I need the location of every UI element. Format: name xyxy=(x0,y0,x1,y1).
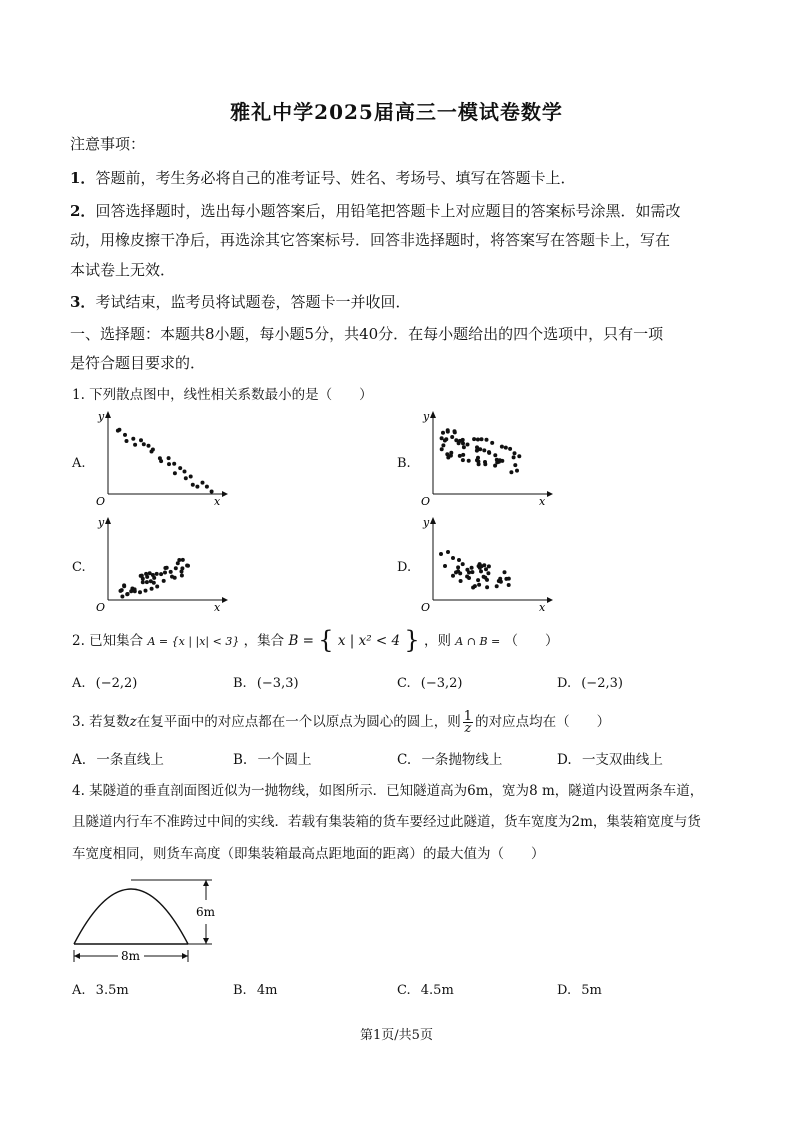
q3-option-c xyxy=(397,751,502,769)
scatter-dot xyxy=(185,564,189,568)
q4-option-a xyxy=(72,983,129,998)
scatter-dot xyxy=(498,577,502,581)
option-text: 4.5m xyxy=(420,983,454,998)
scatter-dot xyxy=(507,583,511,587)
option-label: C. xyxy=(397,983,411,998)
q2-option-d xyxy=(557,676,623,691)
scatter-dot xyxy=(133,443,137,447)
scatter-plot-a xyxy=(90,408,230,508)
scatter-dot xyxy=(178,466,182,470)
right-brace-icon: } xyxy=(404,626,420,654)
scatter-points xyxy=(116,428,214,494)
scatter-dot xyxy=(147,444,151,448)
option-label: D. xyxy=(557,752,572,768)
q2-mid: ，集合 xyxy=(243,633,285,649)
scatter-dot xyxy=(174,566,178,570)
scatter-dot xyxy=(517,454,521,458)
q3-stem xyxy=(72,711,610,734)
section-heading-line-2: 是符合题目要求的． xyxy=(70,354,206,372)
origin-label: O xyxy=(96,601,106,614)
notice-3 xyxy=(70,293,410,311)
scatter-dot xyxy=(484,567,488,571)
scatter-dot xyxy=(173,471,177,475)
scatter-dot xyxy=(165,566,169,570)
option-label: D. xyxy=(557,676,572,691)
scatter-dot xyxy=(467,459,471,463)
option-text: (−3,2) xyxy=(420,676,463,691)
x-axis-arrow xyxy=(547,597,553,603)
option-label: B. xyxy=(233,752,248,768)
scatter-dot xyxy=(445,452,449,456)
scatter-dot xyxy=(461,458,465,462)
scatter-dot xyxy=(441,431,445,435)
width-label: 8m xyxy=(121,949,141,963)
option-text: 4m xyxy=(256,983,278,998)
q3-post: 的对应点均在（ ） xyxy=(475,714,611,730)
option-text: 5m xyxy=(581,983,602,998)
option-text: (−2,3) xyxy=(581,676,623,691)
scatter-dot xyxy=(480,437,484,441)
notice-text: 答题前，考生务必将自己的准考证号、姓名、考场号、填写在答题卡上． xyxy=(95,169,576,187)
scatter-dot xyxy=(144,572,148,576)
scatter-dot xyxy=(131,437,135,441)
scatter-dot xyxy=(470,566,474,570)
option-label: C. xyxy=(397,752,412,768)
tunnel-diagram xyxy=(66,870,226,970)
option-label: A. xyxy=(72,983,86,998)
notice-heading: 注意事项： xyxy=(70,135,146,153)
x-axis-arrow xyxy=(547,491,553,497)
option-label: B. xyxy=(233,676,247,691)
option-label: C. xyxy=(397,676,411,691)
option-text: 一个圆上 xyxy=(257,752,312,768)
left-brace-icon: { xyxy=(318,626,334,654)
notice-2-line-1 xyxy=(70,202,680,220)
scatter-dot xyxy=(138,590,142,594)
q3-option-b xyxy=(233,751,312,769)
q4-text: ，宽为 xyxy=(488,783,530,799)
scatter-dot xyxy=(183,470,187,474)
q2-option-b xyxy=(233,676,299,691)
q4-option-b xyxy=(233,983,277,998)
page-title: 雅礼中学2025届高三一模试卷数学 xyxy=(230,100,563,124)
scatter-dot xyxy=(210,490,214,494)
scatter-dot xyxy=(504,446,508,450)
scatter-dot xyxy=(141,577,145,581)
scatter-dot xyxy=(495,584,499,588)
x-axis-arrow xyxy=(222,597,228,603)
scatter-points xyxy=(439,550,511,590)
q4-line-2 xyxy=(72,813,701,831)
scatter-dot xyxy=(485,585,489,589)
scatter-dot xyxy=(449,454,453,458)
q1-label-b: B. xyxy=(397,456,411,471)
scatter-dot xyxy=(129,589,133,593)
scatter-dot xyxy=(205,485,209,489)
option-text: (−2,2) xyxy=(95,676,138,691)
q3-var: z xyxy=(129,714,137,730)
scatter-dot xyxy=(126,592,130,596)
scatter-dot xyxy=(476,438,480,442)
option-text: (−3,3) xyxy=(256,676,299,691)
scatter-dot xyxy=(191,483,195,487)
fraction-denominator: z xyxy=(464,721,472,736)
arrow-right-icon xyxy=(182,953,188,959)
scatter-plot-b xyxy=(415,408,555,508)
notice-text: 回答选择题时，选出每小题答案后，用铅笔把答题卡上对应题目的答案标号涂黑．如需改 xyxy=(95,202,681,220)
q2-stem xyxy=(72,626,559,654)
x-axis-label: x xyxy=(539,495,546,508)
q4-option-d xyxy=(557,983,602,998)
scatter-dot xyxy=(119,589,123,593)
scatter-dot xyxy=(509,470,513,474)
scatter-dot xyxy=(457,558,461,562)
scatter-dot xyxy=(515,469,519,473)
origin-label: O xyxy=(421,601,431,614)
scatter-dot xyxy=(145,580,149,584)
scatter-dot xyxy=(465,568,469,572)
notice-2-line-3: 本试卷上无效． xyxy=(70,261,176,279)
scatter-dot xyxy=(477,583,481,587)
q4-truck-width: 2m xyxy=(571,814,593,830)
scatter-dot xyxy=(458,454,462,458)
scatter-dot xyxy=(471,586,475,590)
scatter-dot xyxy=(450,435,454,439)
q2-result: A ∩ B = xyxy=(455,635,501,648)
q1-stem: 1. 下列散点图中，线性相关系数最小的是（ ） xyxy=(72,387,373,403)
scatter-dot xyxy=(478,562,482,566)
page-footer: 第1页/共5页 xyxy=(360,1028,433,1043)
option-label: D. xyxy=(557,983,572,998)
y-axis-label: y xyxy=(423,410,430,423)
q3-option-a xyxy=(72,751,164,769)
q3-mid: 在复平面中的对应点都在一个以原点为圆心的圆上，则 xyxy=(136,714,461,730)
q4-text: ，隧道内设置两条车道， xyxy=(554,783,704,799)
q3-option-d xyxy=(557,751,663,769)
scatter-dot xyxy=(117,428,121,432)
parabola-curve xyxy=(74,889,188,944)
scatter-dot xyxy=(476,578,480,582)
scatter-dot xyxy=(453,429,457,433)
scatter-dot xyxy=(155,585,159,589)
scatter-plot-c xyxy=(90,514,230,614)
scatter-dot xyxy=(500,445,504,449)
scatter-dot xyxy=(493,464,497,468)
scatter-dot xyxy=(513,463,517,467)
q2-option-c xyxy=(397,676,462,691)
option-text: 一条直线上 xyxy=(96,752,164,768)
scatter-dot xyxy=(485,438,489,442)
notice-number: 2． xyxy=(70,202,96,220)
arrow-up-icon xyxy=(203,880,209,886)
scatter-dot xyxy=(123,433,127,437)
scatter-dot xyxy=(440,436,444,440)
scatter-dot xyxy=(170,575,174,579)
q4-width: 8 m xyxy=(529,783,555,799)
scatter-dot xyxy=(150,587,154,591)
scatter-dot xyxy=(486,571,490,575)
scatter-dot xyxy=(482,575,486,579)
origin-label: O xyxy=(96,495,106,508)
option-text: 3.5m xyxy=(95,983,129,998)
scatter-points xyxy=(119,558,191,599)
scatter-dot xyxy=(122,584,126,588)
scatter-dot xyxy=(120,595,124,599)
scatter-dot xyxy=(167,462,171,466)
option-label: B. xyxy=(233,983,247,998)
q3-fraction xyxy=(463,711,473,734)
option-label: A. xyxy=(72,676,86,691)
scatter-dot xyxy=(451,574,455,578)
scatter-dot xyxy=(439,552,443,556)
scatter-dot xyxy=(189,475,193,479)
scatter-dot xyxy=(444,437,448,441)
scatter-dot xyxy=(487,451,491,455)
scatter-dot xyxy=(475,445,479,449)
scatter-dot xyxy=(149,579,153,583)
notice-number: 3． xyxy=(70,293,96,311)
scatter-dot xyxy=(180,574,184,578)
q1-label-c: C. xyxy=(72,560,86,575)
q2-tail: （ ） xyxy=(504,633,559,649)
scatter-points xyxy=(440,428,522,474)
height-label: 6m xyxy=(196,905,216,919)
scatter-dot xyxy=(483,462,487,466)
q3-pre: 3. 若复数 xyxy=(72,714,130,730)
scatter-dot xyxy=(155,572,159,576)
scatter-dot xyxy=(461,441,465,445)
q4-text: ，集装箱宽度与货 xyxy=(592,814,701,830)
scatter-dot xyxy=(169,570,173,574)
q2-pre: 2. 已知集合 xyxy=(72,633,144,649)
y-axis-arrow xyxy=(105,411,111,418)
q2-option-a xyxy=(72,676,137,691)
scatter-dot xyxy=(184,476,188,480)
q2-post: ，则 xyxy=(424,633,451,649)
scatter-dot xyxy=(443,564,447,568)
q4-line-3: 车宽度相同，则货车高度（即集装箱最高点距地面的距离）的最大值为（ ） xyxy=(72,846,545,862)
scatter-dot xyxy=(446,550,450,554)
fraction-numerator: 1 xyxy=(463,709,473,724)
scatter-dot xyxy=(180,566,184,570)
q2-set-b-lhs: B = xyxy=(288,633,314,649)
y-axis-arrow xyxy=(430,517,436,524)
scatter-dot xyxy=(440,447,444,451)
scatter-dot xyxy=(451,556,455,560)
scatter-dot xyxy=(477,462,481,466)
scatter-dot xyxy=(195,485,199,489)
scatter-dot xyxy=(503,570,507,574)
scatter-dot xyxy=(144,589,148,593)
scatter-dot xyxy=(167,456,171,460)
section-heading-line-1: 一、选择题：本题共8小题，每小题5分，共40分．在每小题给出的四个选项中，只有一项 xyxy=(70,325,664,343)
q2-set-b-inner: x | x² < 4 xyxy=(337,633,401,649)
q2-set-a: A = {x | |x| < 3} xyxy=(147,635,240,648)
scatter-dot xyxy=(454,438,458,442)
q4-text: 4. 某隧道的垂直剖面图近似为一抛物线，如图所示．已知隧道高为 xyxy=(72,783,468,799)
arrow-down-icon xyxy=(203,938,209,944)
x-axis-label: x xyxy=(214,495,221,508)
y-axis-label: y xyxy=(423,516,430,529)
scatter-dot xyxy=(461,562,465,566)
x-axis-label: x xyxy=(214,601,221,614)
x-axis-label: x xyxy=(539,601,546,614)
y-axis-label: y xyxy=(98,516,105,529)
q1-label-d: D. xyxy=(397,560,412,575)
scatter-dot xyxy=(487,564,491,568)
scatter-dot xyxy=(151,448,155,452)
q1-label-a: A. xyxy=(72,456,86,471)
scatter-dot xyxy=(476,456,480,460)
y-axis-arrow xyxy=(430,411,436,418)
scatter-dot xyxy=(485,578,489,582)
notice-number: 1． xyxy=(70,169,96,187)
scatter-dot xyxy=(461,453,465,457)
scatter-dot xyxy=(139,438,143,442)
scatter-dot xyxy=(125,439,129,443)
scatter-dot xyxy=(479,569,483,573)
scatter-dot xyxy=(172,462,176,466)
scatter-dot xyxy=(456,569,460,573)
scatter-dot xyxy=(459,579,463,583)
scatter-dot xyxy=(470,570,474,574)
scatter-dot xyxy=(508,447,512,451)
scatter-dot xyxy=(490,441,494,445)
scatter-dot xyxy=(133,587,137,591)
scatter-dot xyxy=(466,443,470,447)
scatter-dot xyxy=(163,571,167,575)
x-axis-arrow xyxy=(222,491,228,497)
scatter-dot xyxy=(158,456,162,460)
scatter-dot xyxy=(159,572,163,576)
y-axis-arrow xyxy=(105,517,111,524)
scatter-dot xyxy=(512,455,516,459)
q4-text: 且隧道内行车不准跨过中间的实线．若载有集装箱的货车要经过此隧道，货车宽度为 xyxy=(72,814,572,830)
scatter-dot xyxy=(513,451,517,455)
y-axis-label: y xyxy=(98,410,105,423)
scatter-dot xyxy=(498,458,502,462)
option-text: 一支双曲线上 xyxy=(581,752,663,768)
scatter-dot xyxy=(177,558,181,562)
notice-2-line-2: 动，用橡皮擦干净后，再选涂其它答案标号．回答非选择题时，将答案写在答题卡上，写在 xyxy=(70,231,671,249)
scatter-dot xyxy=(151,573,155,577)
notice-1 xyxy=(70,169,575,187)
scatter-dot xyxy=(441,443,445,447)
q4-option-c xyxy=(397,983,454,998)
scatter-plot-d xyxy=(415,514,555,614)
scatter-dot xyxy=(142,442,146,446)
scatter-dot xyxy=(162,579,166,583)
scatter-dot xyxy=(456,565,460,569)
notice-text: 考试结束，监考员将试题卷，答题卡一并收回． xyxy=(95,293,411,311)
scatter-dot xyxy=(493,453,497,457)
option-text: 一条抛物线上 xyxy=(421,752,503,768)
scatter-dot xyxy=(465,575,469,579)
option-label: A. xyxy=(72,752,87,768)
scatter-dot xyxy=(482,448,486,452)
scatter-dot xyxy=(446,430,450,434)
scatter-dot xyxy=(458,439,462,443)
scatter-dot xyxy=(181,558,185,562)
scatter-dot xyxy=(507,577,511,581)
arrow-left-icon xyxy=(74,953,80,959)
q4-height: 6m xyxy=(467,783,489,799)
origin-label: O xyxy=(421,495,431,508)
q4-line-1 xyxy=(72,782,703,800)
scatter-dot xyxy=(472,437,476,441)
scatter-dot xyxy=(201,481,205,485)
scatter-dot xyxy=(462,445,466,449)
